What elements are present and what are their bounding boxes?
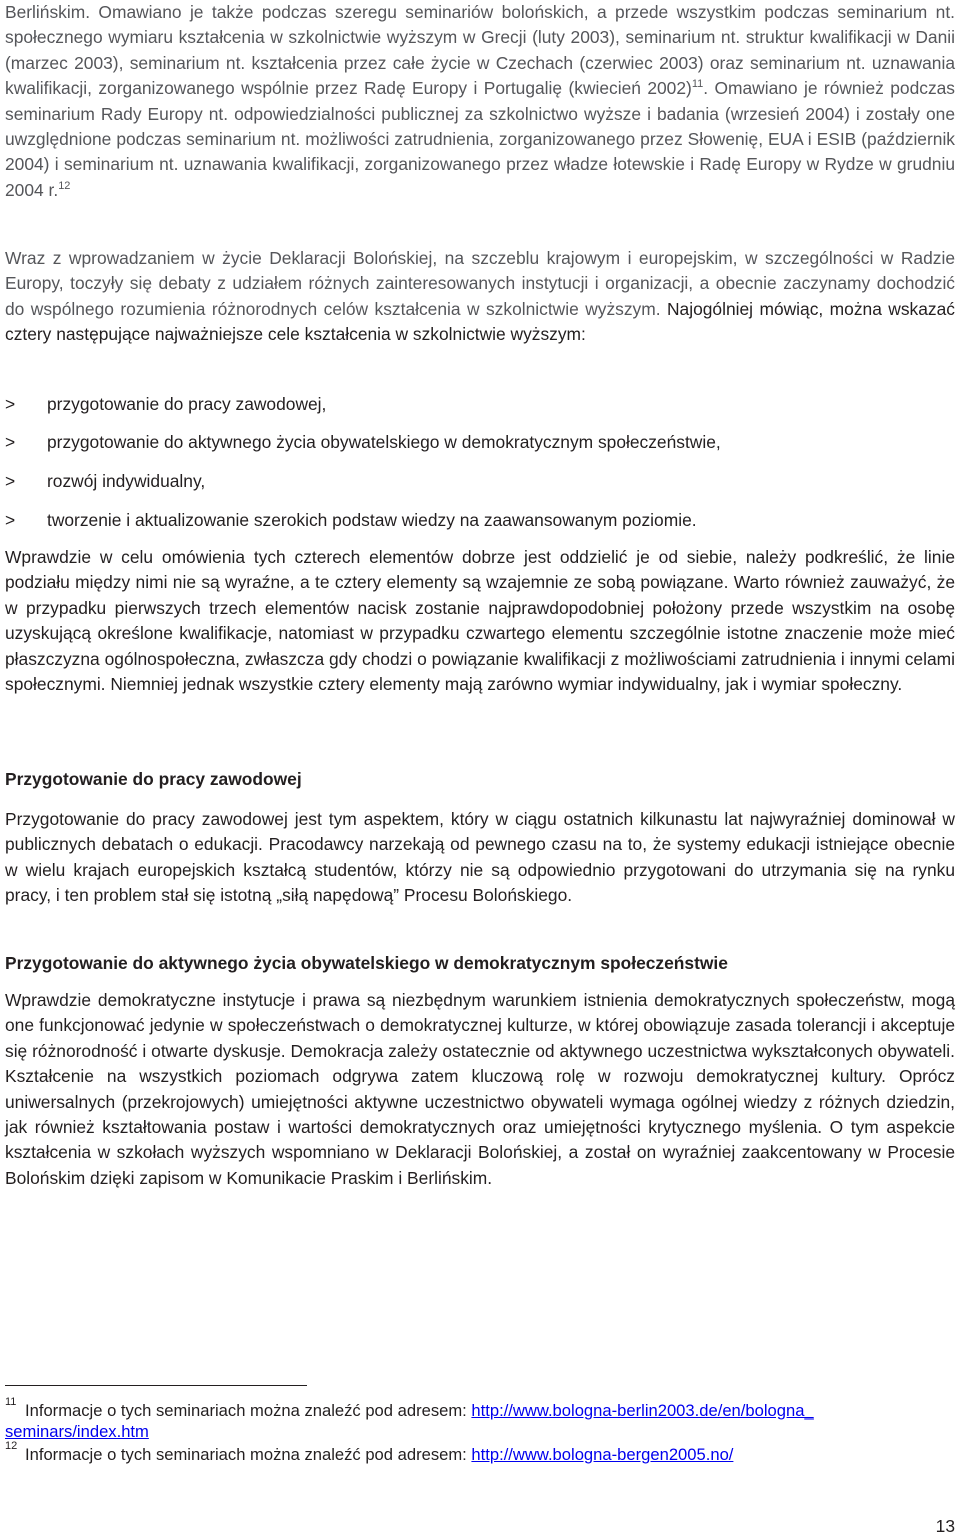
footnote-number: 11 (5, 1396, 17, 1408)
footnote-ref: 11 (691, 78, 704, 91)
bullet-marker: > (5, 510, 16, 530)
paragraph-goals-intro (5, 246, 955, 348)
paragraph-seminars (5, 0, 955, 203)
footnote-number: 12 (5, 1440, 18, 1452)
paragraph-text: Wprawdzie w celu omówienia tych czterech elementów dobrze jest oddzielić je od siebie, należy podkreślić, że linie podziału między nimi nie są wyraźne, a te cztery elementy są wzajemnie ze sobą powiązane. Warto również zauważyć, że w przypadku pierwszych trzech elementów nacisk zostanie najprawdopodobniej położony przede wszystkim na osobę uzyskującą określone kwalifikacje, natomiast w przypadku czwartego elementu szczególnie istotne znaczenie może mieć płaszczyzna ogólnospołeczna, zwłaszcza gdy chodzi o powiązanie kwalifikacji z możliwościami zatrudnienia i innymi celami społecznymi. Niemniej jednak wszystkie cztery elementy mają zarówno wymiar indywidualny, jak i wymiar społeczny. (5, 547, 955, 695)
paragraph-text: Wprawdzie demokratyczne instytucje i prawa są niezbędnym warunkiem istnienia demokratycznych społeczeństw, mogą one funkcjonować jedynie w społeczeństwach o demokratycznej kulturze, w której obowiązuje zasada tolerancji i akceptuje się różnorodność i otwarte dyskusje. Demokracja zależy ostatecznie od aktywnego uczestnictwa wykształconych obywateli. Kształcenie na wszystkich poziomach odgrywa zatem kluczową rolę w rozwoju demokratycznej kultury. Oprócz uniwersalnych (przekrojowych) umiejętności aktywne uczestnictwo obywateli wymaga ogólnej wiedzy z różnych dziedzin, jak również kształtowania postaw i wartości demokratycznych oraz umiejętności krytycznego myślenia. O tym aspekcie kształcenia w szkołach wyższych wspomniano w Deklaracji Bolońskiej, a został on wyraźniej zaakcentowany w Procesie Bolońskim dzięki zapisom w Komunikacie Praskim i Berlińskim. (5, 990, 955, 1188)
paragraph-text: Najogólniej mówiąc, można wskazać cztery następujące najważniejsze cele kształcenia w szkolnictwie wyższym: (5, 298, 955, 345)
bullet-marker: > (5, 471, 16, 491)
section-heading: Przygotowanie do aktywnego życia obywatelskiego w demokratycznym społeczeństwie (5, 953, 728, 973)
footnote-ref: 12 (58, 180, 71, 193)
paragraph-text: . Omawiano je również podczas seminarium Rady Europy nt. odpowiedzialności publicznej za szkolnictwo wyższe i badania (wrzesień 2004) i zostały one uwzględnione podczas seminarium nt. możliwości zatrudnienia, zorganizowanego przez Słowenię, EUA i ESIB (październik 2004) i seminarium nt. uznawania kwalifikacji, zorganizowanego przez władze łotewskie i Radę Europy w Rydze w grudniu 2004 r. (5, 78, 956, 200)
paragraph-text: Berlińskim. Omawiano je także podczas szeregu seminariów bolońskich, a przede wszystkim podczas seminarium nt. społecznego wymiaru kształcenia w szkolnictwie wyższym w Grecji (luty 2003), seminarium nt. struktur kwalifikacji w Danii (marzec 2003), seminarium nt. kształcenia przez całe życie w Czechach (czerwiec 2003) oraz seminarium nt. uznawania kwalifikacji, zorganizowanego wspólnie przez Radę Europy i Portugalię (kwiecień 2002) (5, 2, 955, 99)
footnote-continuation (5, 1421, 149, 1442)
footnote-text: Informacje o tych seminariach można znaleźć pod adresem: (25, 1445, 472, 1464)
list-item-text: przygotowanie do aktywnego życia obywatelskiego w demokratycznym społeczeństwie, (47, 432, 721, 452)
paragraph-civic-life (5, 988, 955, 1191)
footnote-link[interactable]: http://www.bologna-bergen2005.no/ (471, 1445, 734, 1464)
paragraph-elements (5, 545, 955, 697)
paragraph-text: Przygotowanie do pracy zawodowej jest tym aspektem, który w ciągu ostatnich kilkunastu lat najwyraźniej dominował w publicznych debatach o edukacji. Pracodawcy narzekają od pewnego czasu na to, że systemy edukacji istniejące obecnie w wielu krajach europejskich kształcą studentów, którzy nie są odpowiednio przygotowani do utrzymania się na rynku pracy, i ten problem stał się istotną „siłą napędową” Procesu Bolońskiego. (5, 809, 955, 906)
bullet-marker: > (5, 394, 16, 414)
list-item-text: tworzenie i aktualizowanie szerokich podstaw wiedzy na zaawansowanym poziomie. (47, 510, 697, 530)
footnote-text: Informacje o tych seminariach można znaleźć pod adresem: (25, 1401, 472, 1420)
section-heading: Przygotowanie do pracy zawodowej (5, 769, 302, 789)
list-item-text: rozwój indywidualny, (47, 471, 206, 491)
bullet-marker: > (5, 432, 16, 452)
paragraph-work-preparation (5, 807, 955, 909)
list-item-text: przygotowanie do pracy zawodowej, (47, 394, 327, 414)
footnote-divider (5, 1385, 307, 1386)
page-number: 13 (935, 1516, 955, 1536)
paragraph-text: Wraz z wprowadzaniem w życie Deklaracji Bolońskiej, na szczeblu krajowym i europejskim, w szczególności w Radzie Europy, toczyły się debaty z udziałem różnych zainteresowanych instytucji i organizacji, a obecnie zaczynamy dochodzić do wspólnego rozumienia różnorodnych celów kształcenia w szkolnictwie wyższym. (5, 248, 955, 319)
footnote-link[interactable]: http://www.bologna-berlin2003.de/en/bologna_ (471, 1401, 814, 1420)
footnote-link-continuation[interactable]: seminars/index.htm (5, 1422, 149, 1441)
